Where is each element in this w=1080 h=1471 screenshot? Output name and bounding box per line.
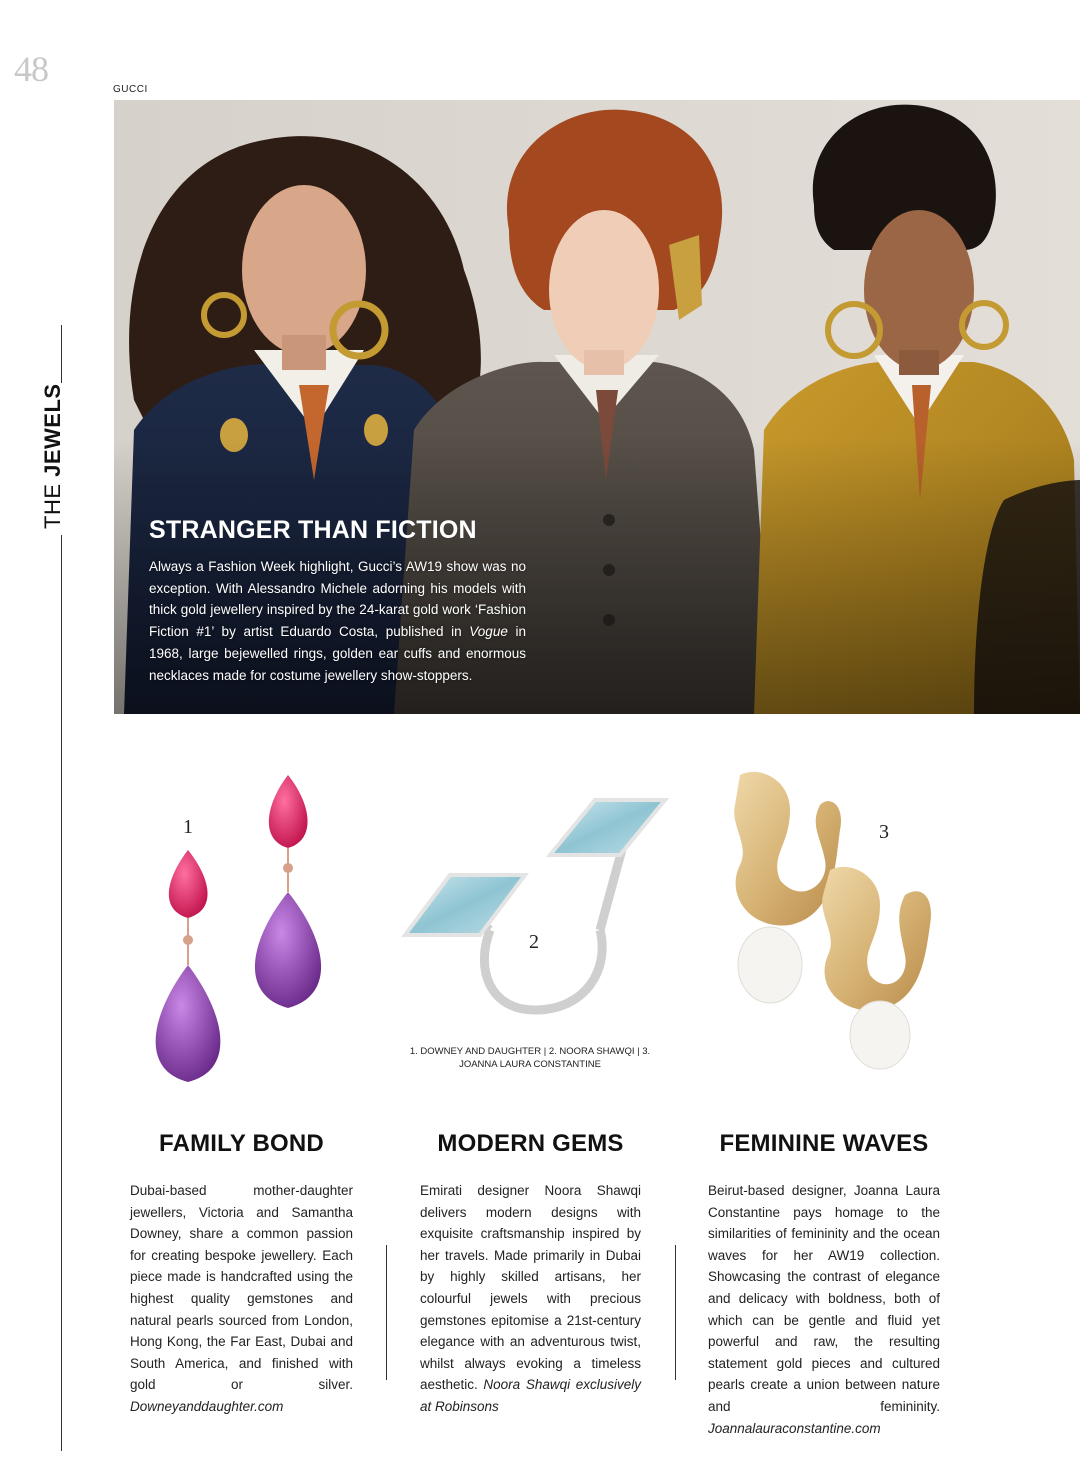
hero-body-part1: Always a Fashion Week highlight, Gucci’s AW19 show was no exception. With Alessandro Michele adorning his models with thick gold jewellery inspired by the 24-karat gold work ‘Fashion Fiction #1’ by artist Eduardo Costa, published in [149,559,526,640]
column-body [420,1180,641,1418]
product-wave-earrings-image [720,765,940,1075]
column-body [708,1180,940,1439]
column-feminine-waves [708,1130,940,1439]
side-title-bold: JEWELS [40,383,65,477]
side-title-light: THE [40,476,65,529]
column-link: Joannalauraconstantine.com [708,1420,881,1436]
column-body-text: Beirut-based designer, Joanna Laura Constantine pays homage to the similarities of femininity and the ocean waves for her AW19 collection. Showcasing the contrast of elegance and delicacy with boldness, both of which can be gentle and fluid yet powerful and raw, the resulting statement gold pieces and cultured pearls create a union between nature and femininity. [708,1183,940,1414]
column-divider [675,1245,676,1380]
hero-body [149,556,526,686]
product-number-2: 2 [529,931,539,953]
column-title: FAMILY BOND [159,1130,324,1157]
column-body [130,1180,353,1418]
side-title [40,383,66,535]
product-earrings-image [130,770,350,1100]
hero-body-italic: Vogue [469,624,508,640]
product-number-3: 3 [879,821,889,843]
product-number-1: 1 [183,816,193,838]
hero-title: STRANGER THAN FICTION [149,516,477,544]
column-divider [386,1245,387,1380]
column-title: FEMININE WAVES [719,1130,929,1157]
column-family-bond [130,1130,353,1418]
column-body-text: Emirati designer Noora Shawqi delivers modern designs with exquisite craftsmanship inspired by her travels. Made primarily in Dubai by highly skilled artisans, her colourful jewels with precious gemstones epitomise a 21st-century elegance with an adventurous twist, whilst always evoking a timeless aesthetic. [420,1183,641,1393]
photo-credits: 1. DOWNEY AND DAUGHTER | 2. NOORA SHAWQI | 3. JOANNA LAURA CONSTANTINE [409,1046,651,1070]
column-modern-gems [420,1130,641,1418]
column-title: MODERN GEMS [437,1130,624,1157]
product-ring-image [395,770,675,1030]
column-link: Downeyanddaughter.com [130,1398,284,1414]
column-body-text: Dubai-based mother-daughter jewellers, Victoria and Samantha Downey, share a common passion for creating bespoke jewellery. Each piece made is handcrafted using the highest quality gemstones and natural pearls sourced from London, Hong Kong, the Far East, Dubai and South America, and finished with gold or silver. [130,1183,353,1393]
column-link: Noora Shawqi exclusively at Robinsons [420,1377,641,1414]
hero-photo [114,100,1080,714]
section-label: GUCCI [113,84,148,95]
page-number: 48 [14,49,48,89]
hero-body-part2: in 1968, large bejewelled rings, golden ear cuffs and enormous necklaces made for costume jewellery show-stoppers. [149,624,526,683]
